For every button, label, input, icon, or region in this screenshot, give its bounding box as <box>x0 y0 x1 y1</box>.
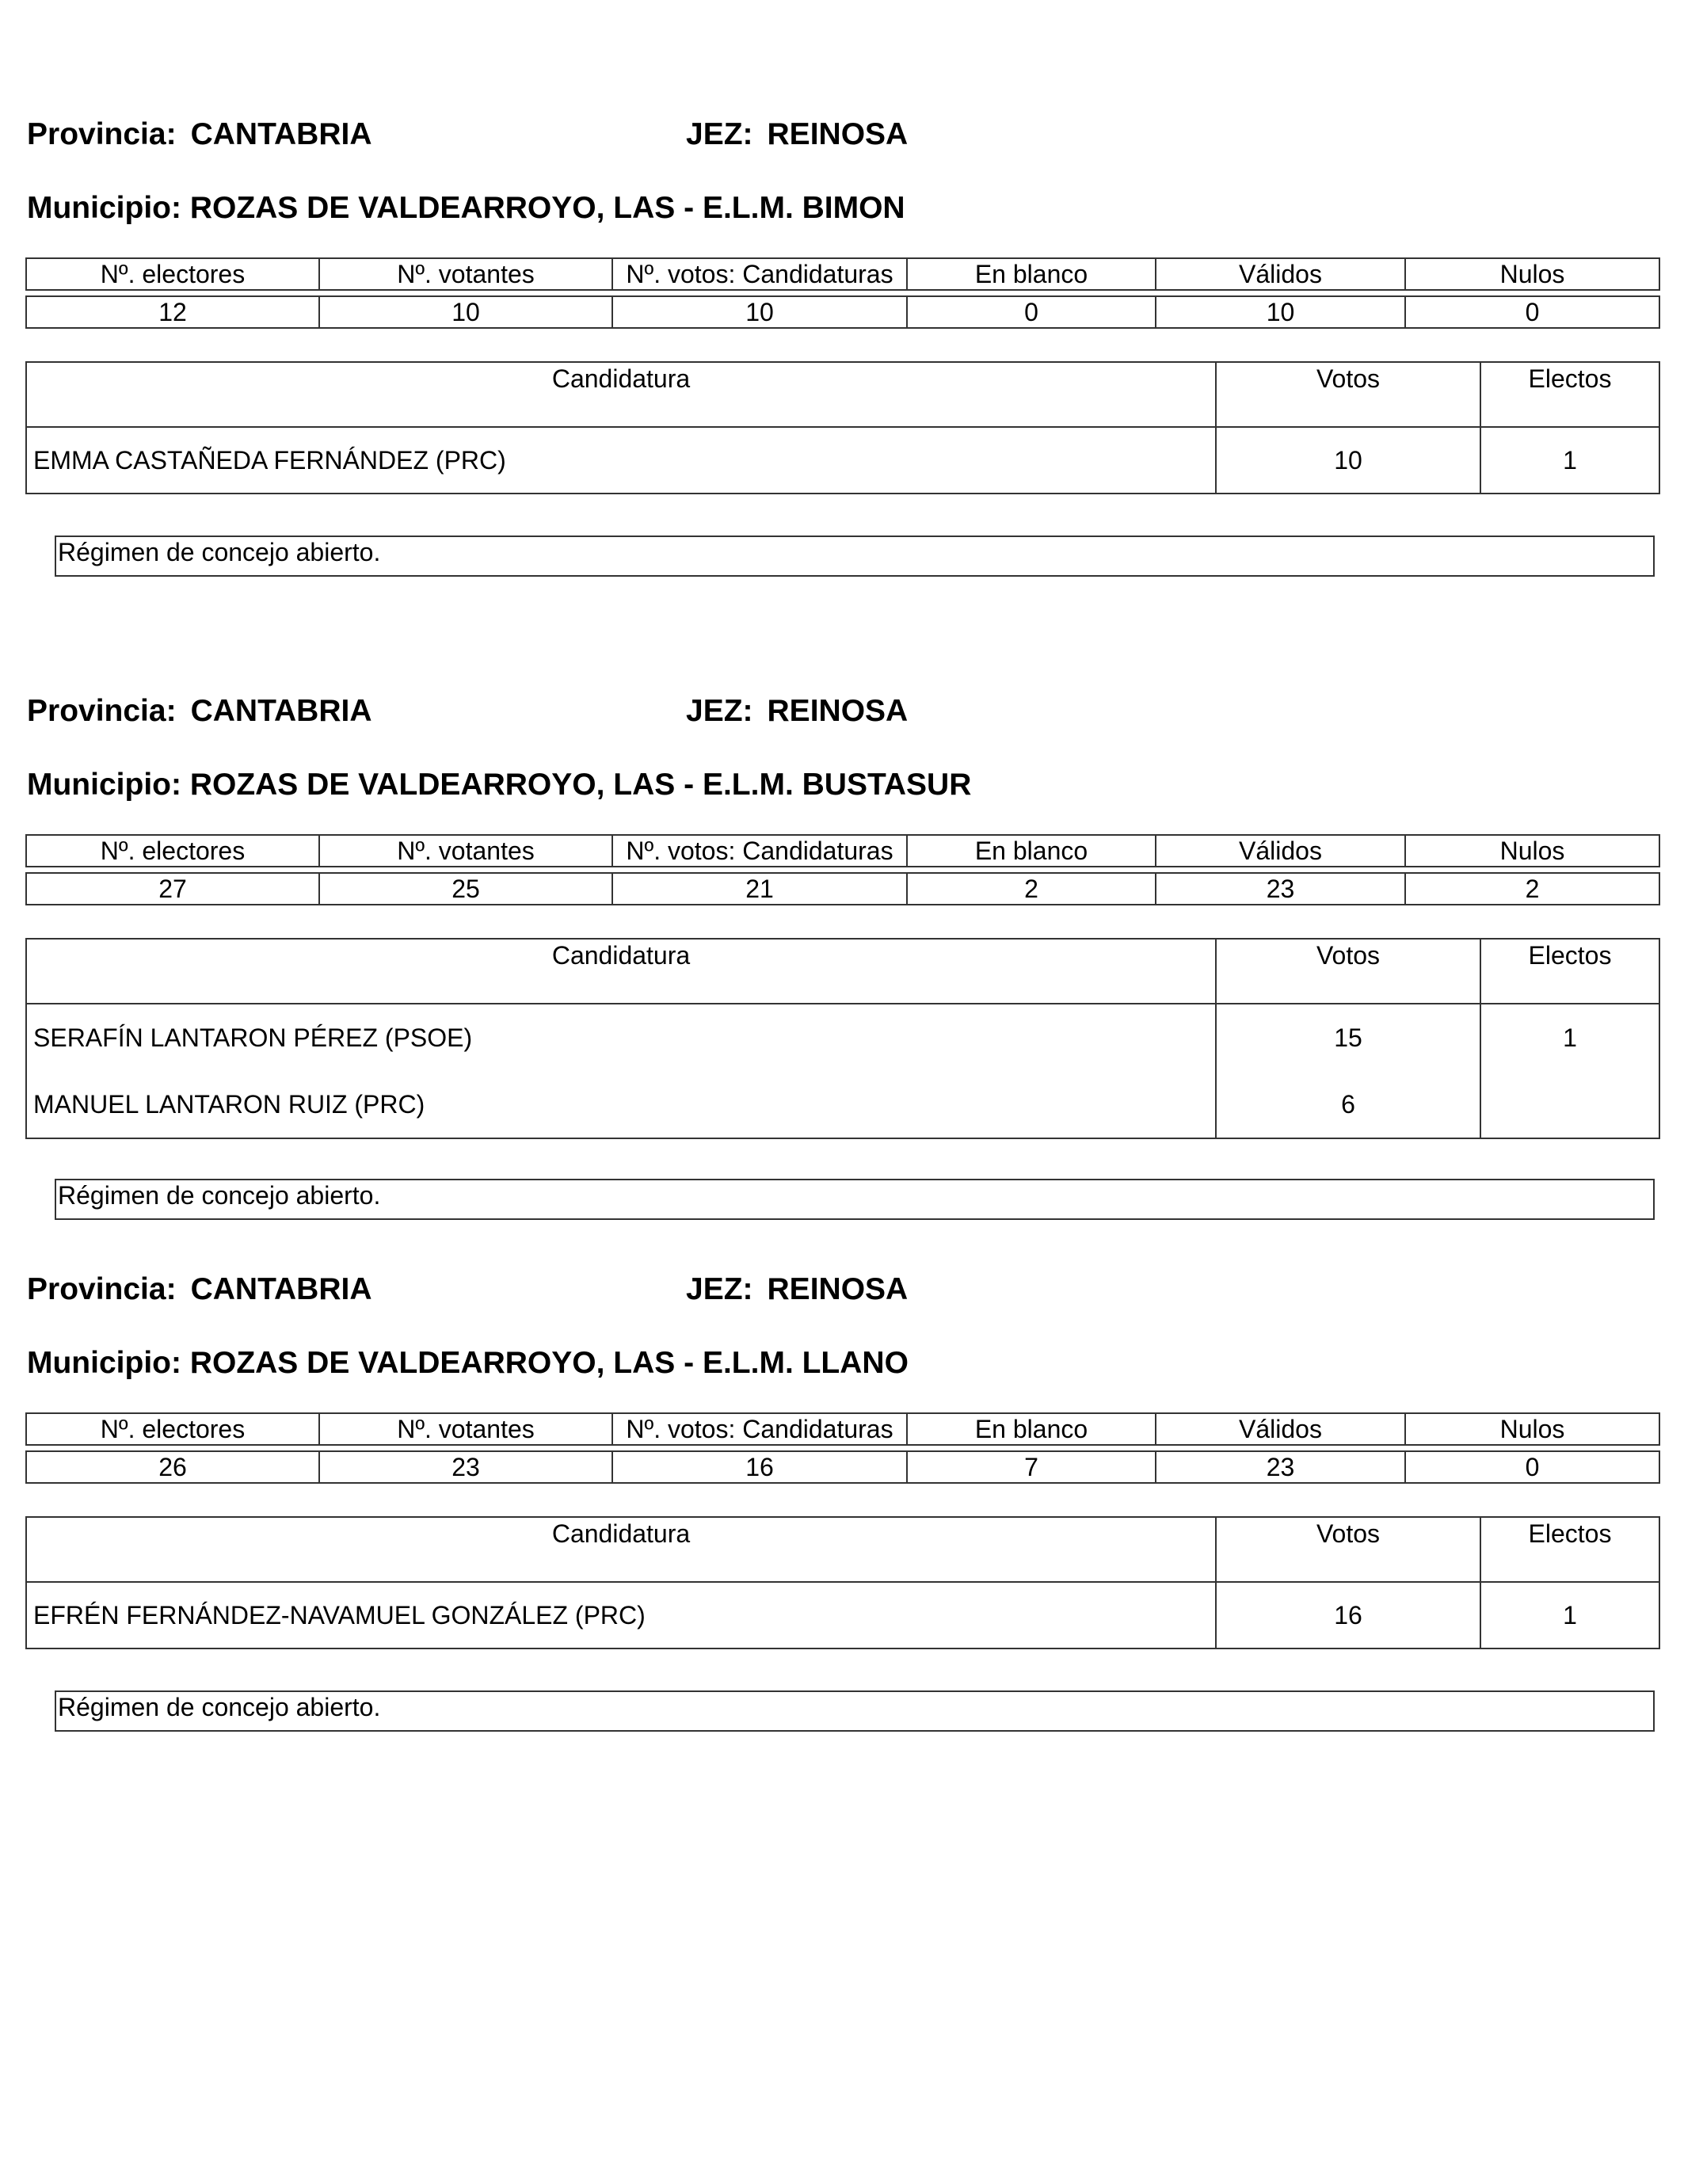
municipio-label: Municipio: <box>27 191 181 225</box>
candidate-votos: 10 <box>1216 427 1480 494</box>
validos-header: Válidos <box>1156 835 1405 867</box>
candidate-electos: 1 <box>1480 427 1659 494</box>
electores-header: Nº. electores <box>26 1413 319 1445</box>
candidates-table <box>25 361 1660 494</box>
jez-value: REINOSA <box>767 1272 909 1306</box>
provincia-line <box>27 1272 372 1307</box>
votantes-value: 10 <box>319 296 612 328</box>
provincia-label: Provincia: <box>27 694 177 728</box>
municipio-value: ROZAS DE VALDEARROYO, LAS - E.L.M. BIMON <box>189 191 905 225</box>
candidate-name: EFRÉN FERNÁNDEZ-NAVAMUEL GONZÁLEZ (PRC) <box>26 1582 1216 1648</box>
candidate-name: MANUEL LANTARON RUIZ (PRC) <box>26 1072 1216 1138</box>
stats-table <box>25 834 1660 905</box>
stats-table <box>25 257 1660 329</box>
jez-label: JEZ: <box>686 1272 753 1306</box>
jez-line <box>686 1272 908 1307</box>
votos-header: Votos <box>1216 1517 1480 1582</box>
jez-value: REINOSA <box>767 694 909 728</box>
jez-line <box>686 694 908 729</box>
nulos-header: Nulos <box>1405 258 1659 290</box>
electores-header: Nº. electores <box>26 835 319 867</box>
candidate-votos: 15 <box>1216 1004 1480 1072</box>
nulos-value: 0 <box>1405 1451 1659 1483</box>
electores-value: 26 <box>26 1451 319 1483</box>
regimen-note: Régimen de concejo abierto. <box>55 1690 1655 1732</box>
regimen-note: Régimen de concejo abierto. <box>55 1179 1655 1220</box>
electores-value: 12 <box>26 296 319 328</box>
en-blanco-header: En blanco <box>907 258 1156 290</box>
en-blanco-value: 2 <box>907 873 1156 905</box>
validos-header: Válidos <box>1156 1413 1405 1445</box>
municipality-section-llano <box>25 1266 1659 1741</box>
validos-value: 10 <box>1156 296 1405 328</box>
nulos-header: Nulos <box>1405 835 1659 867</box>
candidatura-header: Candidatura <box>26 939 1216 1004</box>
votos-candidaturas-value: 16 <box>612 1451 907 1483</box>
provincia-value: CANTABRIA <box>190 694 372 728</box>
votos-candidaturas-value: 10 <box>612 296 907 328</box>
en-blanco-value: 7 <box>907 1451 1156 1483</box>
en-blanco-header: En blanco <box>907 835 1156 867</box>
validos-value: 23 <box>1156 1451 1405 1483</box>
candidate-name: EMMA CASTAÑEDA FERNÁNDEZ (PRC) <box>26 427 1216 494</box>
votantes-value: 25 <box>319 873 612 905</box>
validos-header: Válidos <box>1156 258 1405 290</box>
jez-label: JEZ: <box>686 117 753 151</box>
votos-header: Votos <box>1216 362 1480 427</box>
candidates-table <box>25 1516 1660 1649</box>
en-blanco-header: En blanco <box>907 1413 1156 1445</box>
municipio-line <box>27 1346 909 1381</box>
candidate-electos <box>1480 1072 1659 1138</box>
votantes-header: Nº. votantes <box>319 258 612 290</box>
candidates-table <box>25 938 1660 1139</box>
municipio-label: Municipio: <box>27 1346 181 1380</box>
municipality-section-bimon <box>25 111 1659 586</box>
electores-value: 27 <box>26 873 319 905</box>
municipio-label: Municipio: <box>27 768 181 802</box>
votantes-value: 23 <box>319 1451 612 1483</box>
electos-header: Electos <box>1480 939 1659 1004</box>
votos-header: Votos <box>1216 939 1480 1004</box>
provincia-label: Provincia: <box>27 1272 177 1306</box>
electores-header: Nº. electores <box>26 258 319 290</box>
stats-table <box>25 1412 1660 1484</box>
votos-candidaturas-header: Nº. votos: Candidaturas <box>612 835 907 867</box>
provincia-value: CANTABRIA <box>190 1272 372 1306</box>
municipio-value: ROZAS DE VALDEARROYO, LAS - E.L.M. LLANO <box>189 1346 909 1380</box>
votantes-header: Nº. votantes <box>319 1413 612 1445</box>
electos-header: Electos <box>1480 362 1659 427</box>
candidate-votos: 16 <box>1216 1582 1480 1648</box>
votos-candidaturas-value: 21 <box>612 873 907 905</box>
votos-candidaturas-header: Nº. votos: Candidaturas <box>612 258 907 290</box>
municipio-line <box>27 191 905 226</box>
regimen-note: Régimen de concejo abierto. <box>55 536 1655 577</box>
en-blanco-value: 0 <box>907 296 1156 328</box>
candidate-electos: 1 <box>1480 1582 1659 1648</box>
municipio-line <box>27 768 971 802</box>
jez-value: REINOSA <box>767 117 909 151</box>
validos-value: 23 <box>1156 873 1405 905</box>
candidatura-header: Candidatura <box>26 1517 1216 1582</box>
electos-header: Electos <box>1480 1517 1659 1582</box>
provincia-label: Provincia: <box>27 117 177 151</box>
candidate-electos: 1 <box>1480 1004 1659 1072</box>
candidate-votos: 6 <box>1216 1072 1480 1138</box>
municipality-section-bustasur <box>25 688 1659 1226</box>
nulos-header: Nulos <box>1405 1413 1659 1445</box>
jez-line <box>686 117 908 152</box>
municipio-value: ROZAS DE VALDEARROYO, LAS - E.L.M. BUSTASUR <box>189 768 972 802</box>
votos-candidaturas-header: Nº. votos: Candidaturas <box>612 1413 907 1445</box>
candidate-name: SERAFÍN LANTARON PÉREZ (PSOE) <box>26 1004 1216 1072</box>
jez-label: JEZ: <box>686 694 753 728</box>
nulos-value: 2 <box>1405 873 1659 905</box>
candidatura-header: Candidatura <box>26 362 1216 427</box>
nulos-value: 0 <box>1405 296 1659 328</box>
provincia-line <box>27 117 372 152</box>
votantes-header: Nº. votantes <box>319 835 612 867</box>
provincia-line <box>27 694 372 729</box>
provincia-value: CANTABRIA <box>190 117 372 151</box>
